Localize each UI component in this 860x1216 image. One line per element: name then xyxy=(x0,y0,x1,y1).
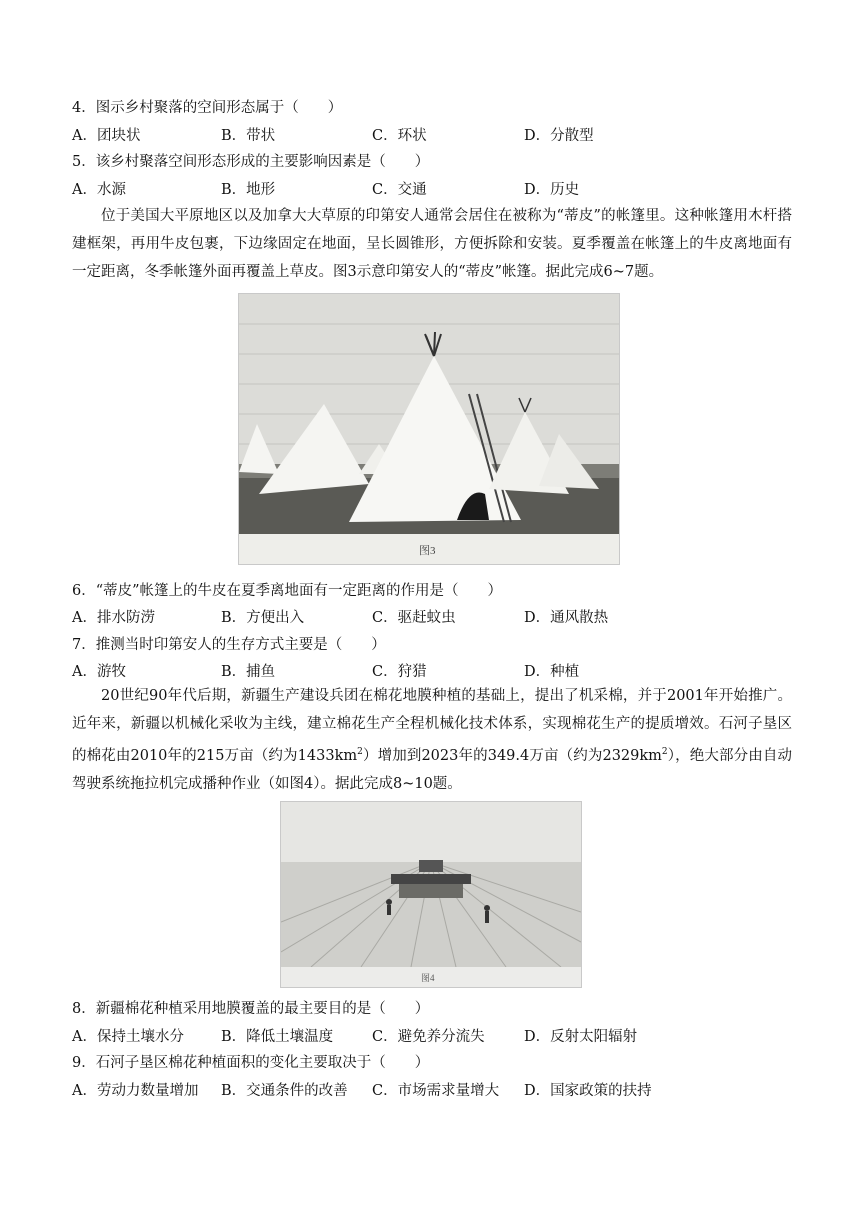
figure-3-tipi-photo xyxy=(238,293,620,565)
seeder xyxy=(391,874,471,884)
q9-option-b: B．交通条件的改善 xyxy=(221,1083,348,1099)
q5-option-a: A．水源 xyxy=(72,182,126,198)
q9-option-c: C．市场需求量增大 xyxy=(372,1083,500,1099)
question-8-stem: 8．新疆棉花种植采用地膜覆盖的最主要目的是（ ） xyxy=(72,1001,430,1017)
worker-right xyxy=(485,911,489,923)
q6-option-c: C．驱赶蚊虫 xyxy=(372,610,456,626)
q8-option-b: B．降低土壤温度 xyxy=(221,1029,334,1045)
question-4-stem: 4．图示乡村聚落的空间形态属于（ ） xyxy=(72,100,343,116)
question-5-stem: 5．该乡村聚落空间形态形成的主要影响因素是（ ） xyxy=(72,154,430,170)
q8-option-c: C．避免养分流失 xyxy=(372,1029,485,1045)
q7-option-a: A．游牧 xyxy=(72,664,126,680)
q4-option-a: A．团块状 xyxy=(72,128,141,144)
passage-cotton: 20世纪90年代后期，新疆生产建设兵团在棉花地膜种植的基础上，提出了机采棉，并于2001年开始推广。近年来，新疆以机械化采收为主线，建立棉花生产全程机械化技术体系，实现棉花生产的提质增效。石河子垦区的棉花由2010年的215万亩（约为$1433km^2$）增加到2023年的349.4万亩（约为$2329km^2$），绝大部分由自动驾驶系统拖拉机完成播种作业（如图4）。据此完成8~10题。 xyxy=(72,688,792,792)
q7-option-c: C．狩猎 xyxy=(372,664,427,680)
passage-tipi: 位于美国大平原地区以及加拿大大草原的印第安人通常会居住在被称为“蒂皮”的帐篷里。这种帐篷用木杆搭建框架，再用牛皮包裹，下边缘固定在地面，呈长圆锥形，方便拆除和安装。夏季覆盖在帐篷上的牛皮离地面有一定距离，冬季帐篷外面再覆盖上草皮。图3示意印第安人的“蒂皮”帐篷。据此完成6~7题。 xyxy=(72,208,792,280)
q4-option-d: D．分散型 xyxy=(524,128,594,144)
q5-option-b: B．地形 xyxy=(221,182,276,198)
worker-left xyxy=(387,905,391,915)
q6-option-a: A．排水防涝 xyxy=(72,610,155,626)
question-7-stem: 7．推测当时印第安人的生存方式主要是（ ） xyxy=(72,637,386,653)
q9-option-a: A．劳动力数量增加 xyxy=(72,1083,199,1099)
q6-option-b: B．方便出入 xyxy=(221,610,305,626)
q9-option-d: D．国家政策的扶持 xyxy=(524,1083,652,1099)
figure-4-caption: 图4 xyxy=(421,973,435,983)
q4-option-b: B．带状 xyxy=(221,128,276,144)
q8-option-d: D．反射太阳辐射 xyxy=(524,1029,638,1045)
q7-option-b: B．捕鱼 xyxy=(221,664,276,680)
tractor xyxy=(419,860,443,872)
figure-4-tractor-photo xyxy=(280,801,582,988)
q8-option-a: A．保持土壤水分 xyxy=(72,1029,184,1045)
q6-option-d: D．通风散热 xyxy=(524,610,609,626)
figure-3-caption: 图3 xyxy=(419,545,436,557)
q7-option-d: D．种植 xyxy=(524,664,580,680)
question-9-stem: 9．石河子垦区棉花种植面积的变化主要取决于（ ） xyxy=(72,1055,430,1071)
q5-option-c: C．交通 xyxy=(372,182,427,198)
q5-option-d: D．历史 xyxy=(524,182,580,198)
q4-option-c: C．环状 xyxy=(372,128,427,144)
question-6-stem: 6．“蒂皮”帐篷上的牛皮在夏季离地面有一定距离的作用是（ ） xyxy=(72,583,503,599)
